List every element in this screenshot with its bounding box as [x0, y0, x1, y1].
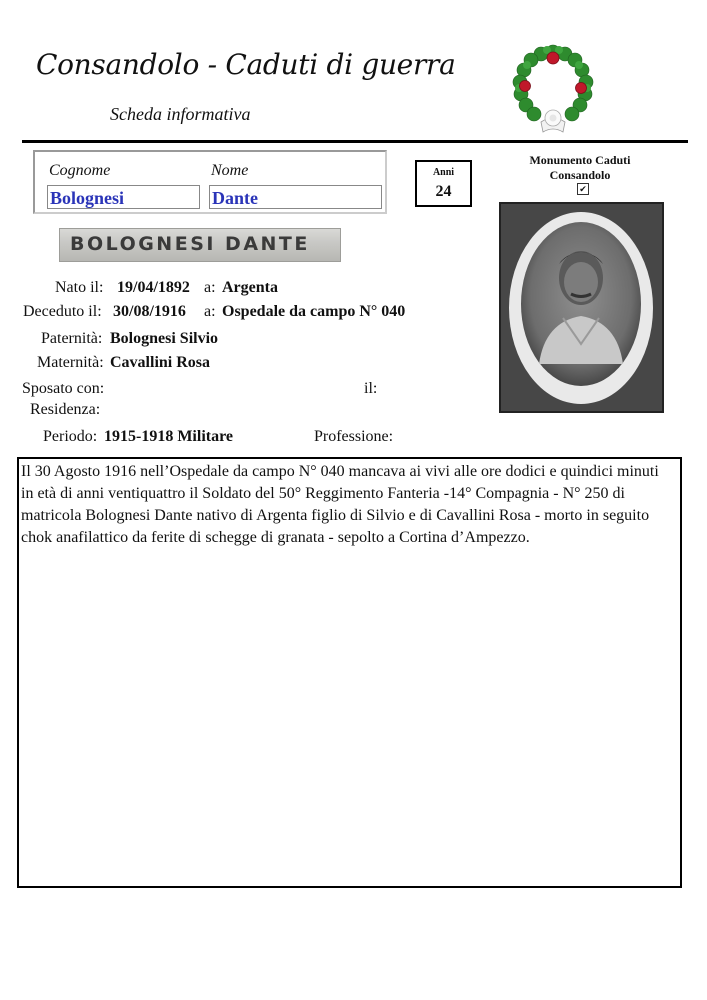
deceduto-a-label: a:	[204, 303, 216, 320]
notes-line: matricola Bolognesi Dante nativo di Argenta figlio di Silvio e di Cavallini Rosa - morto in seguito	[21, 507, 650, 524]
header-divider	[22, 140, 688, 143]
cognome-field[interactable]: Bolognesi	[47, 185, 200, 209]
deceduto-label: Deceduto il:	[23, 303, 102, 320]
portrait-image	[501, 204, 662, 411]
anni-value: 24	[435, 183, 452, 200]
monumento-label	[520, 153, 640, 183]
nato-a-label: a:	[204, 279, 216, 296]
maternita-value: Cavallini Rosa	[110, 354, 211, 371]
nato-date: 19/04/1892	[117, 279, 190, 296]
page-subtitle: Scheda informativa	[110, 104, 251, 124]
anni-label: Anni	[432, 167, 455, 178]
monumento-label-line1: Monumento Caduti	[529, 153, 631, 167]
deceduto-date: 30/08/1916	[113, 303, 186, 320]
notes-line: chok anafilattico da ferite di schegge di granata - sepolto a Cortina d’Ampezzo.	[21, 529, 530, 546]
sposato-il-label: il:	[364, 380, 378, 397]
residenza-label: Residenza:	[30, 401, 101, 418]
notes-line: in età di anni ventiquattro il Soldato del 50° Reggimento Fanteria -14° Compagnia - N° 250 di	[21, 485, 625, 502]
periodo-value: 1915-1918 Militare	[104, 428, 234, 445]
nato-label: Nato il:	[55, 279, 104, 296]
sposato-label: Sposato con:	[22, 380, 105, 397]
monumento-label-line2: Consandolo	[549, 168, 611, 182]
nato-place: Argenta	[222, 279, 278, 296]
notes-box	[17, 457, 682, 888]
portrait-photo	[499, 202, 664, 413]
page-title: Consandolo - Caduti di guerra	[36, 48, 456, 81]
maternita-label: Maternità:	[37, 354, 104, 371]
professione-label: Professione:	[314, 428, 394, 445]
name-plaque-image	[59, 228, 341, 262]
plaque-text: BOLOGNESI DANTE	[70, 233, 310, 255]
notes-line: Il 30 Agosto 1916 nell’Ospedale da campo N° 040 mancava ai vivi alle ore dodici e quindici minuti	[21, 463, 659, 480]
nome-label: Nome	[211, 162, 249, 179]
anni-box	[415, 160, 472, 207]
monumento-checkbox[interactable]: ✔	[577, 183, 589, 195]
nome-field[interactable]: Dante	[209, 185, 382, 209]
periodo-label: Periodo:	[43, 428, 98, 445]
cognome-label: Cognome	[49, 162, 111, 179]
deceduto-place: Ospedale da campo N° 040	[222, 303, 406, 320]
wreath-icon	[505, 40, 601, 136]
paternita-value: Bolognesi Silvio	[110, 330, 219, 347]
paternita-label: Paternità:	[41, 330, 103, 347]
